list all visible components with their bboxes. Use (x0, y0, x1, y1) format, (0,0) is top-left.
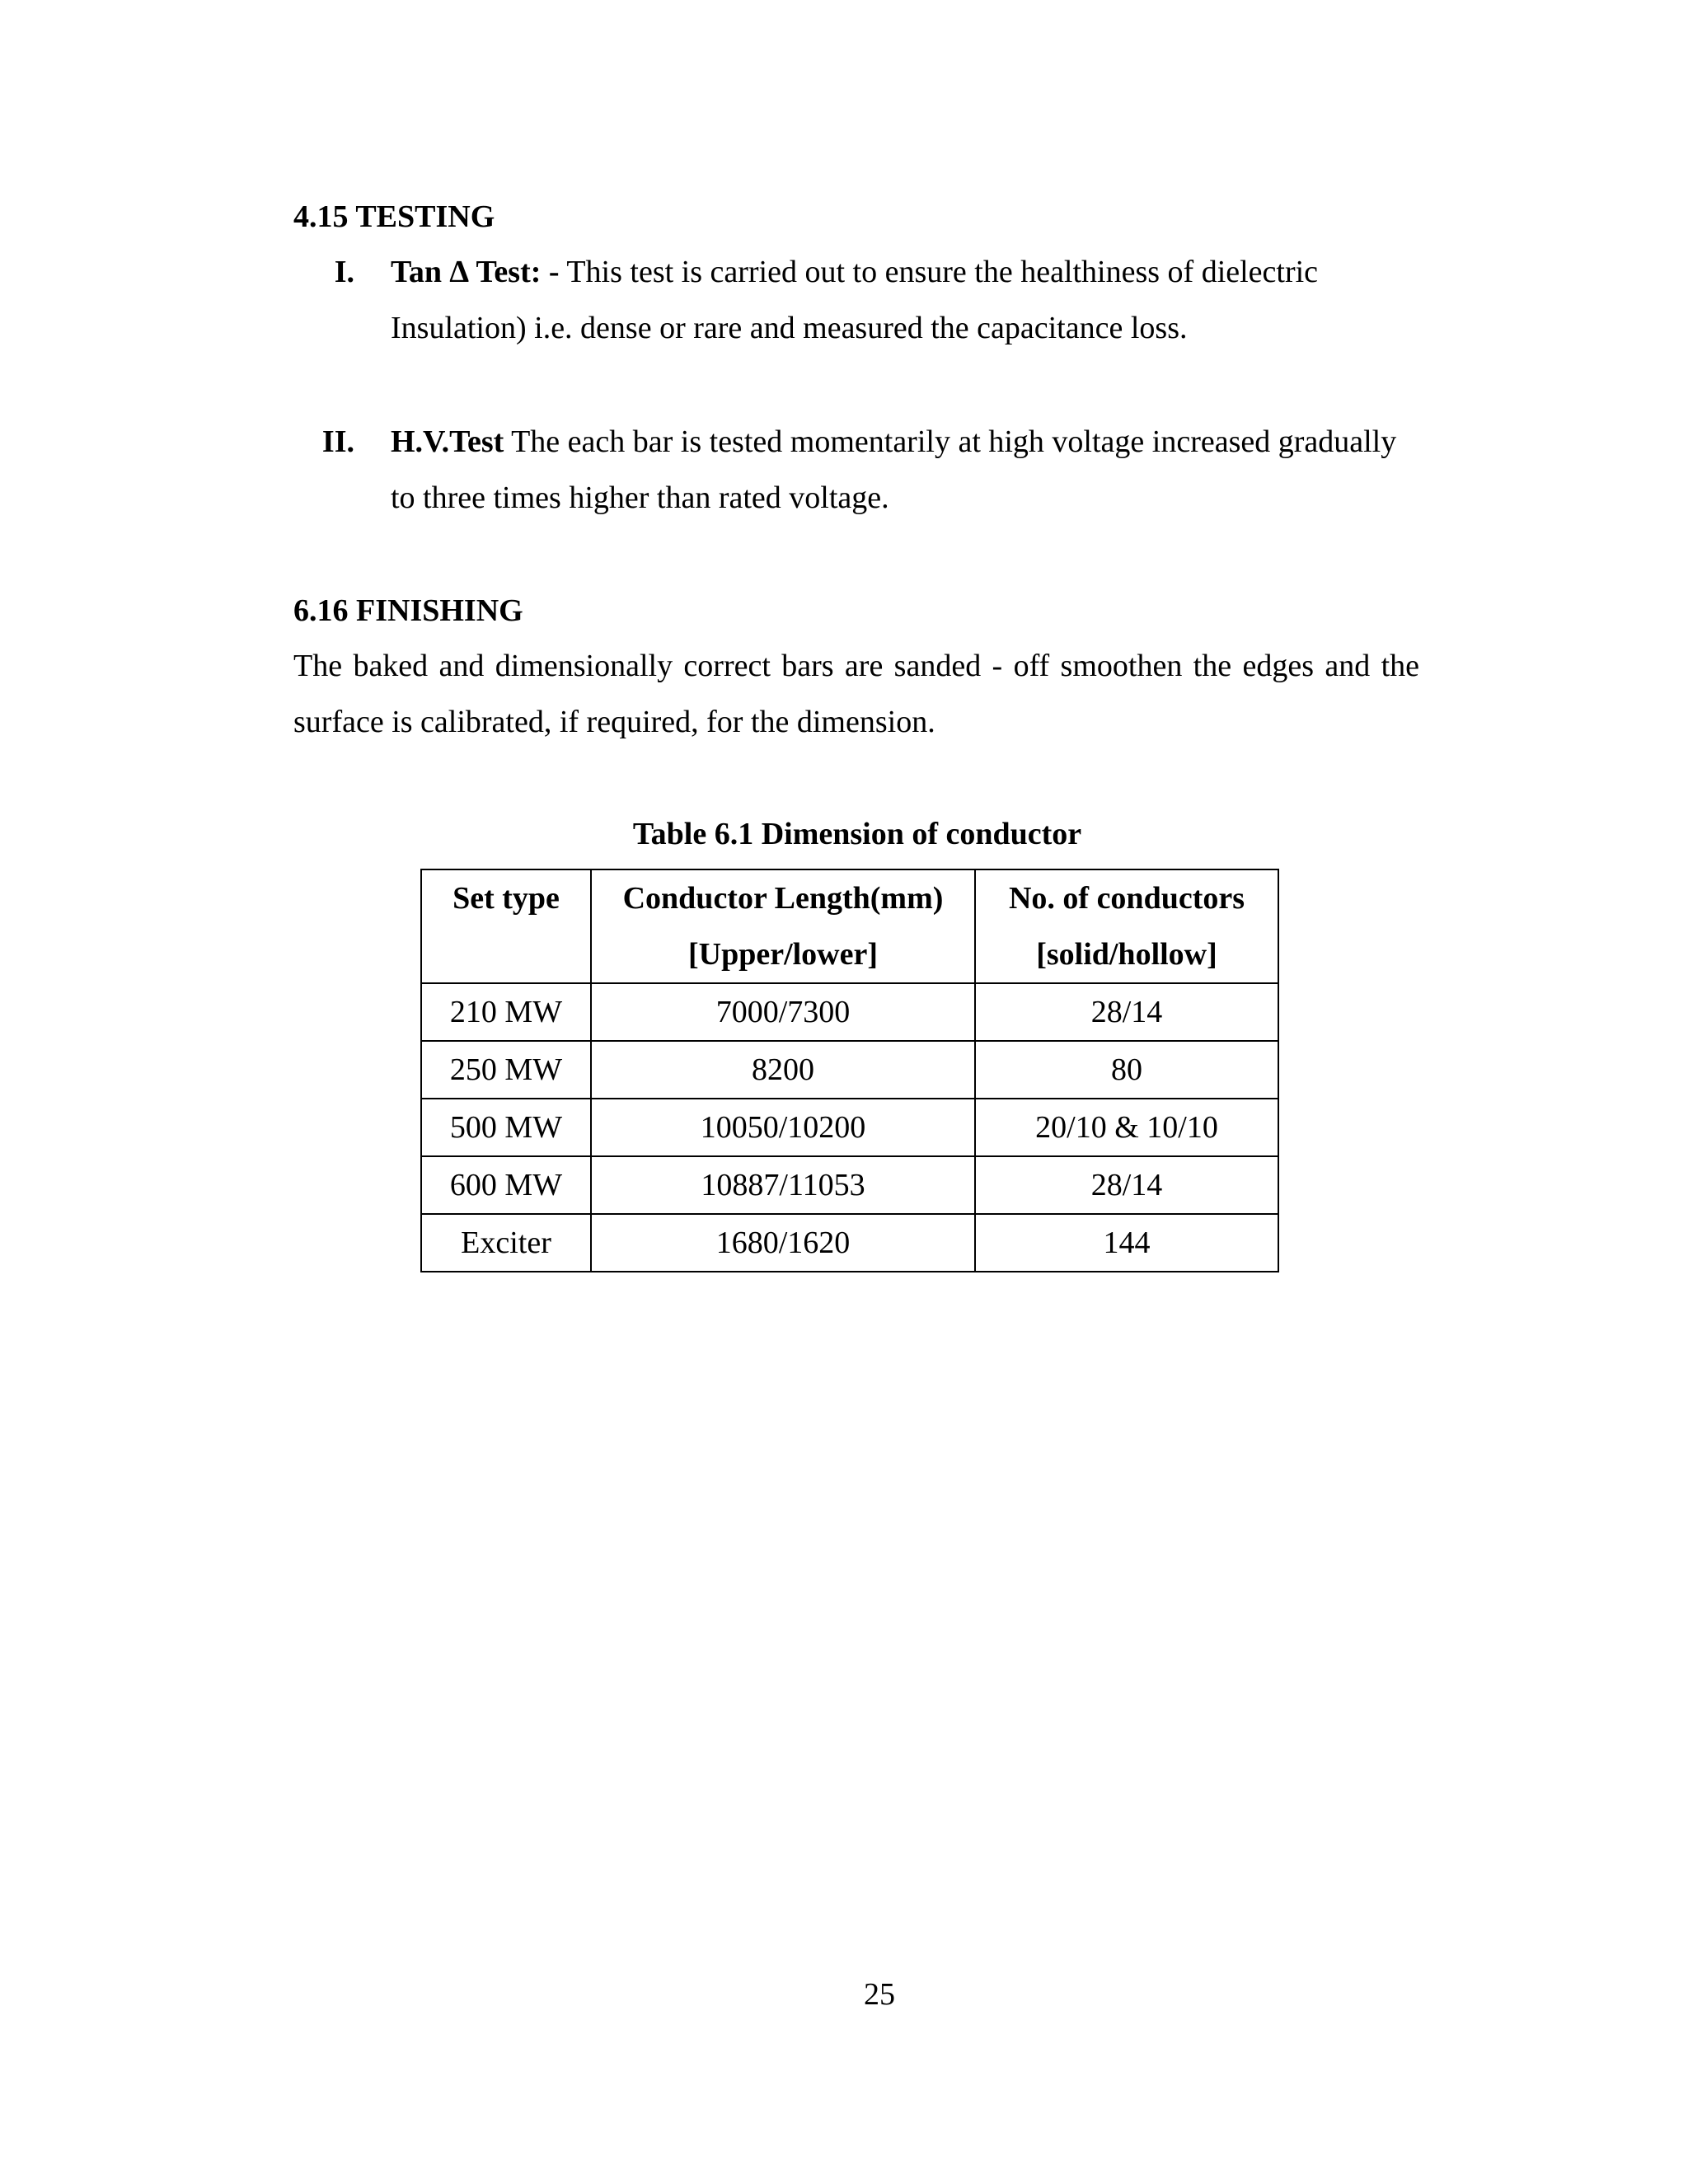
table-cell: 28/14 (975, 1156, 1278, 1214)
table-row (421, 1156, 1278, 1214)
table-caption: Table 6.1 Dimension of conductor (632, 817, 1082, 851)
table-row (421, 1214, 1278, 1272)
conductor-dimension-table (420, 869, 1279, 1272)
list-item-line (391, 244, 1479, 300)
header-number-of-conductors: No. of conductors [solid/hollow] (975, 869, 1278, 983)
list-item-text: The each bar is tested momentarily at high voltage increased gradually (504, 424, 1397, 459)
table-cell: 1680/1620 (591, 1214, 975, 1272)
table-cell: 600 MW (421, 1156, 591, 1214)
section-heading-finishing: 6.16 FINISHING (293, 593, 523, 628)
table-row (421, 983, 1278, 1041)
table-cell: 144 (975, 1214, 1278, 1272)
page-number: 25 (864, 1977, 895, 2012)
list-item-line (391, 414, 1479, 470)
table-cell: 28/14 (975, 983, 1278, 1041)
table-row (421, 1041, 1278, 1099)
list-numeral: I. (334, 255, 354, 289)
table-cell: 20/10 & 10/10 (975, 1099, 1278, 1156)
section-heading-testing: 4.15 TESTING (293, 199, 495, 234)
list-item-label: Tan ∆ Test: - (391, 255, 560, 289)
table-cell: 10887/11053 (591, 1156, 975, 1214)
list-numeral: II. (321, 424, 354, 459)
table-cell: 8200 (591, 1041, 975, 1099)
table-header-row (421, 869, 1278, 983)
table-cell: Exciter (421, 1214, 591, 1272)
list-item-continuation: Insulation) i.e. dense or rare and measured the capacitance loss. (391, 311, 1188, 345)
list-item-text: This test is carried out to ensure the healthiness of dielectric (559, 255, 1319, 289)
table-cell: 210 MW (421, 983, 591, 1041)
table-cell: 500 MW (421, 1099, 591, 1156)
header-set-type: Set type (421, 869, 591, 983)
table-row (421, 1099, 1278, 1156)
table-cell: 7000/7300 (591, 983, 975, 1041)
table-cell: 250 MW (421, 1041, 591, 1099)
table-cell: 80 (975, 1041, 1278, 1099)
list-item-continuation: to three times higher than rated voltage. (391, 480, 889, 515)
header-conductor-length: Conductor Length(mm) [Upper/lower] (591, 869, 975, 983)
list-item-label: H.V.Test (391, 424, 504, 459)
finishing-paragraph: The baked and dimensionally correct bars are sanded - off smoothen the edges and the surface is calibrated, if required, for the dimension. (293, 649, 1419, 739)
table-cell: 10050/10200 (591, 1099, 975, 1156)
